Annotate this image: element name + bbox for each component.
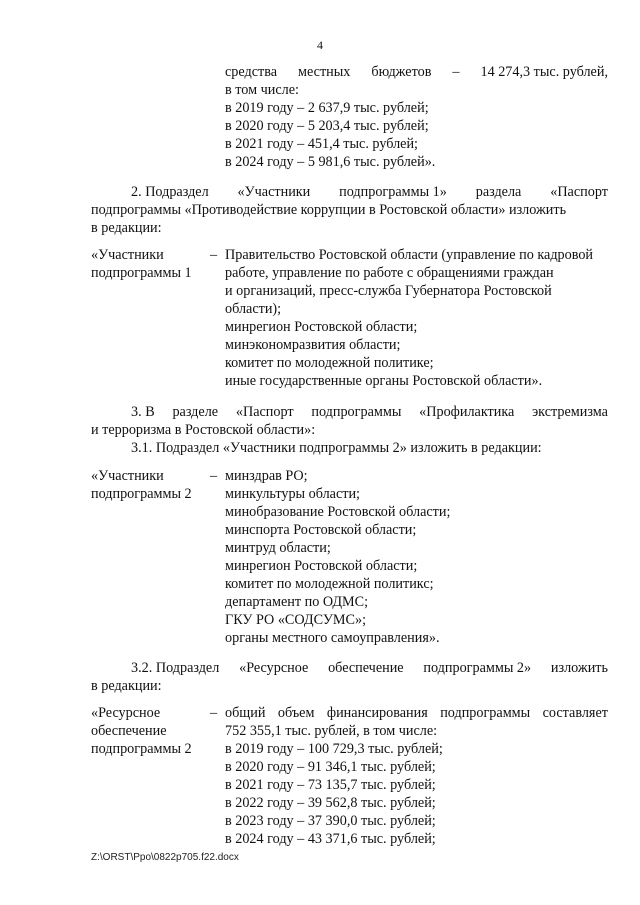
- participants2-line: комитет по молодежной политикс;: [225, 576, 434, 592]
- participants2-line: минкультуры области;: [225, 486, 360, 502]
- budget-line: в 2020 году – 5 203,4 тыс. рублей;: [225, 118, 429, 134]
- word: местных: [298, 64, 351, 80]
- budget-line: в 2021 году – 451,4 тыс. рублей;: [225, 136, 418, 152]
- participants1-label: «Участники: [91, 247, 164, 263]
- word: 2. Подраздел: [131, 184, 209, 200]
- budget-line: в 2019 году – 2 637,9 тыс. рублей;: [225, 100, 429, 116]
- word: бюджетов: [371, 64, 432, 80]
- participants2-label: «Участники: [91, 468, 164, 484]
- word: «Паспорт: [235, 404, 294, 420]
- participants1-line: комитет по молодежной политике;: [225, 355, 434, 371]
- resources2-label: «Ресурсное: [91, 705, 161, 721]
- file-path-footer: Z:\ORST\Ppo\0822p705.f22.docx: [91, 852, 239, 863]
- participants1-line: работе, управление по работе с обращениями граждан: [225, 265, 554, 281]
- budget-line: в том числе:: [225, 82, 299, 98]
- budget-first-line: [225, 63, 608, 81]
- word: «Профилактика: [419, 404, 515, 420]
- resources2-first-line: [225, 704, 608, 722]
- section3-first-line: [131, 403, 608, 421]
- resources2-line: 752 355,1 тыс. рублей, в том числе:: [225, 723, 438, 739]
- word: подпрограммы 2»: [423, 660, 532, 676]
- dash: –: [210, 468, 218, 484]
- participants1-line: минэкономразвития области;: [225, 337, 401, 353]
- dash: –: [210, 705, 218, 721]
- resources2-label: подпрограммы 2: [91, 741, 192, 757]
- resources2-line: в 2021 году – 73 135,7 тыс. рублей;: [225, 777, 436, 793]
- section3-line: и терроризма в Ростовской области»:: [91, 422, 316, 438]
- participants1-line: минрегион Ростовской области;: [225, 319, 418, 335]
- word: 14 274,3 тыс. рублей,: [480, 64, 608, 80]
- section32-line: в редакции:: [91, 678, 162, 694]
- participants2-line: минобразование Ростовской области;: [225, 504, 451, 520]
- participants2-line: ГКУ РО «СОДСУМС»;: [225, 612, 367, 628]
- section3-line: 3.1. Подраздел «Участники подпрограммы 2» изложить в редакции:: [131, 440, 542, 456]
- word: объем: [277, 705, 315, 721]
- word: общий: [225, 705, 266, 721]
- participants1-line: Правительство Ростовской области (управление по кадровой: [225, 247, 594, 263]
- word: подпрограммы: [311, 404, 402, 420]
- budget-line: в 2024 году – 5 981,6 тыс. рублей».: [225, 154, 436, 170]
- participants1-line: и организаций, пресс-служба Губернатора Ростовской: [225, 283, 552, 299]
- word: подпрограммы: [440, 705, 531, 721]
- resources2-line: в 2020 году – 91 346,1 тыс. рублей;: [225, 759, 436, 775]
- participants2-line: органы местного самоуправления».: [225, 630, 440, 646]
- resources2-line: в 2024 году – 43 371,6 тыс. рублей;: [225, 831, 436, 847]
- resources2-line: в 2019 году – 100 729,3 тыс. рублей;: [225, 741, 443, 757]
- word: разделе: [172, 404, 219, 420]
- word: «Паспорт: [550, 184, 608, 200]
- word: финансирования: [326, 705, 428, 721]
- word: изложить: [550, 660, 608, 676]
- participants2-line: департамент по ОДМС;: [225, 594, 369, 610]
- section32-first-line: [131, 659, 608, 677]
- word: средства: [225, 64, 278, 80]
- section2-line: подпрограммы «Противодействие коррупции в Ростовской области» изложить: [91, 202, 567, 218]
- word: экстремизма: [532, 404, 608, 420]
- word: подпрограммы 1»: [339, 184, 447, 200]
- participants2-line: минрегион Ростовской области;: [225, 558, 418, 574]
- word: «Участники: [237, 184, 311, 200]
- participants2-line: минспорта Ростовской области;: [225, 522, 417, 538]
- word: 3.2. Подраздел: [131, 660, 220, 676]
- word: раздела: [475, 184, 522, 200]
- resources2-label: обеспечение: [91, 723, 167, 739]
- resources2-line: в 2022 году – 39 562,8 тыс. рублей;: [225, 795, 436, 811]
- participants1-line: иные государственные органы Ростовской области».: [225, 373, 543, 389]
- word: составляет: [542, 705, 608, 721]
- section2-line: в редакции:: [91, 220, 162, 236]
- participants2-line: минздрав РО;: [225, 468, 308, 484]
- word: обеспечение: [328, 660, 404, 676]
- word: «Ресурсное: [239, 660, 309, 676]
- page-number: 4: [317, 38, 323, 52]
- section2-first-line: [131, 183, 608, 201]
- word: 3. В: [131, 404, 155, 420]
- resources2-line: в 2023 году – 37 390,0 тыс. рублей;: [225, 813, 436, 829]
- participants2-line: минтруд области;: [225, 540, 331, 556]
- participants2-label: подпрограммы 2: [91, 486, 192, 502]
- word: –: [452, 64, 460, 80]
- participants1-line: области);: [225, 301, 282, 317]
- dash: –: [210, 247, 218, 263]
- participants1-label: подпрограммы 1: [91, 265, 192, 281]
